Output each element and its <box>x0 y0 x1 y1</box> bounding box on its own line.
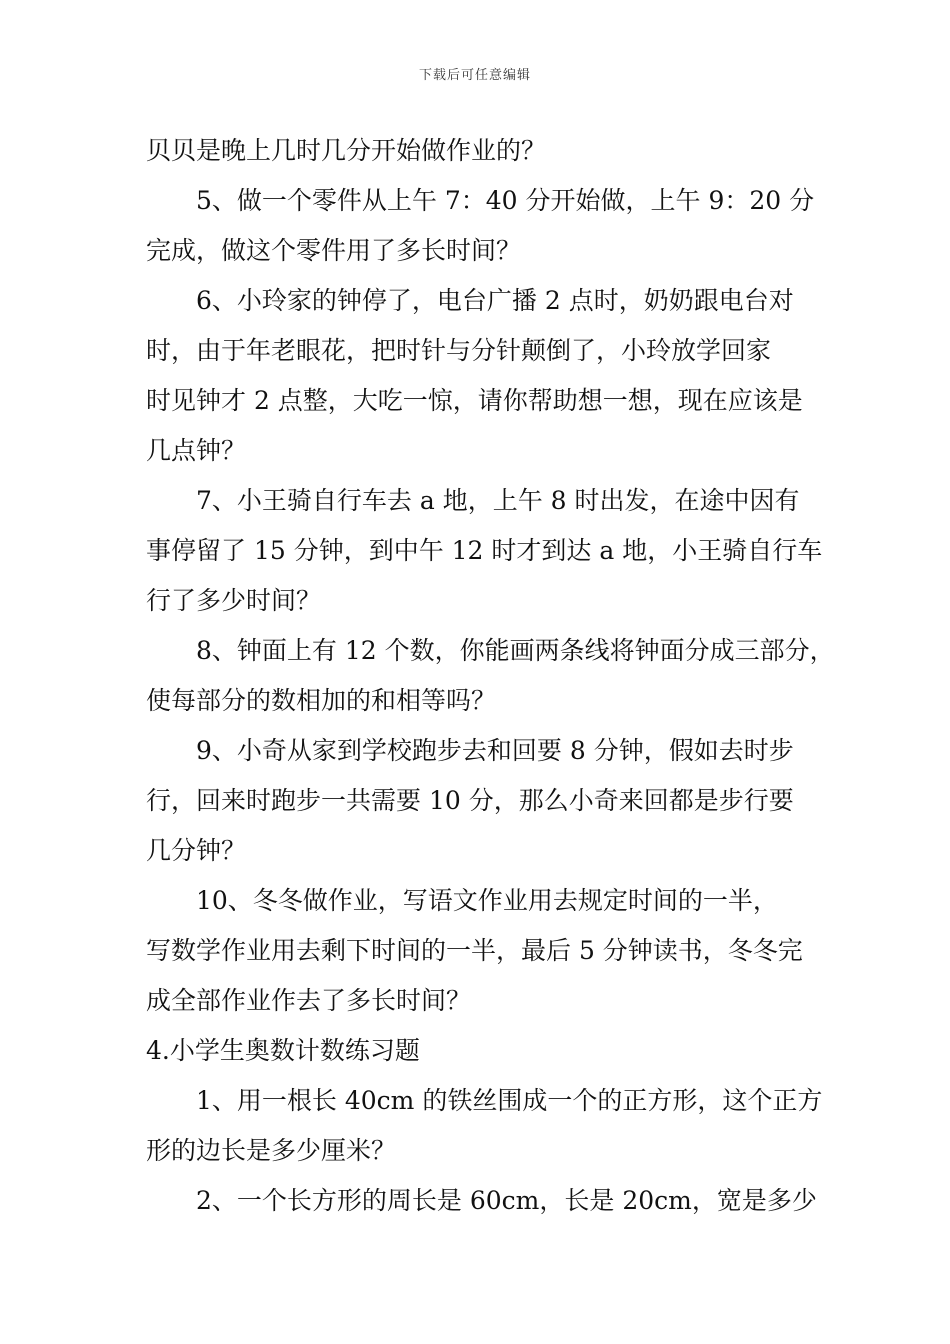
text-line: 时，由于年老眼花，把时针与分针颠倒了，小玲放学回家 <box>146 336 772 365</box>
text-line: 写数学作业用去剩下时间的一半，最后 5 分钟读书，冬冬完 <box>146 936 803 965</box>
text-line: 10、冬冬做作业，写语文作业用去规定时间的一半， <box>196 886 778 915</box>
text-line: 完成，做这个零件用了多长时间？ <box>146 236 522 265</box>
text-line: 事停留了 15 分钟，到中午 12 时才到达 a 地，小王骑自行车 <box>146 536 823 565</box>
text-line: 行了多少时间？ <box>146 586 322 615</box>
text-line: 成全部作业作去了多长时间？ <box>146 986 472 1015</box>
text-line: 8、钟面上有 12 个数，你能画两条线将钟面分成三部分， <box>196 636 835 665</box>
text-line: 形的边长是多少厘米？ <box>146 1136 397 1165</box>
document-body <box>146 126 835 1226</box>
text-line: 使每部分的数相加的和相等吗？ <box>146 686 497 715</box>
text-line: 7、小王骑自行车去 a 地，上午 8 时出发，在途中因有 <box>196 486 800 515</box>
text-line: 时见钟才 2 点整，大吃一惊，请你帮助想一想，现在应该是 <box>146 386 803 415</box>
text-line: 9、小奇从家到学校跑步去和回要 8 分钟，假如去时步 <box>196 736 794 765</box>
text-line: 几分钟？ <box>146 836 247 865</box>
text-line: 2、一个长方形的周长是 60cm，长是 20cm，宽是多少 <box>196 1186 817 1215</box>
text-line: 1、用一根长 40cm 的铁丝围成一个的正方形，这个正方 <box>196 1086 823 1115</box>
section-heading: 4.小学生奥数计数练习题 <box>146 1036 420 1065</box>
text-line: 6、小玲家的钟停了，电台广播 2 点时，奶奶跟电台对 <box>196 286 794 315</box>
page-header-note: 下载后可任意编辑 <box>418 68 531 83</box>
text-line: 行，回来时跑步一共需要 10 分，那么小奇来回都是步行要 <box>146 786 794 815</box>
text-line: 5、做一个零件从上午 7：40 分开始做，上午 9：20 分 <box>196 186 815 215</box>
text-line: 几点钟？ <box>146 436 247 465</box>
text-line: 贝贝是晚上几时几分开始做作业的？ <box>146 136 547 165</box>
